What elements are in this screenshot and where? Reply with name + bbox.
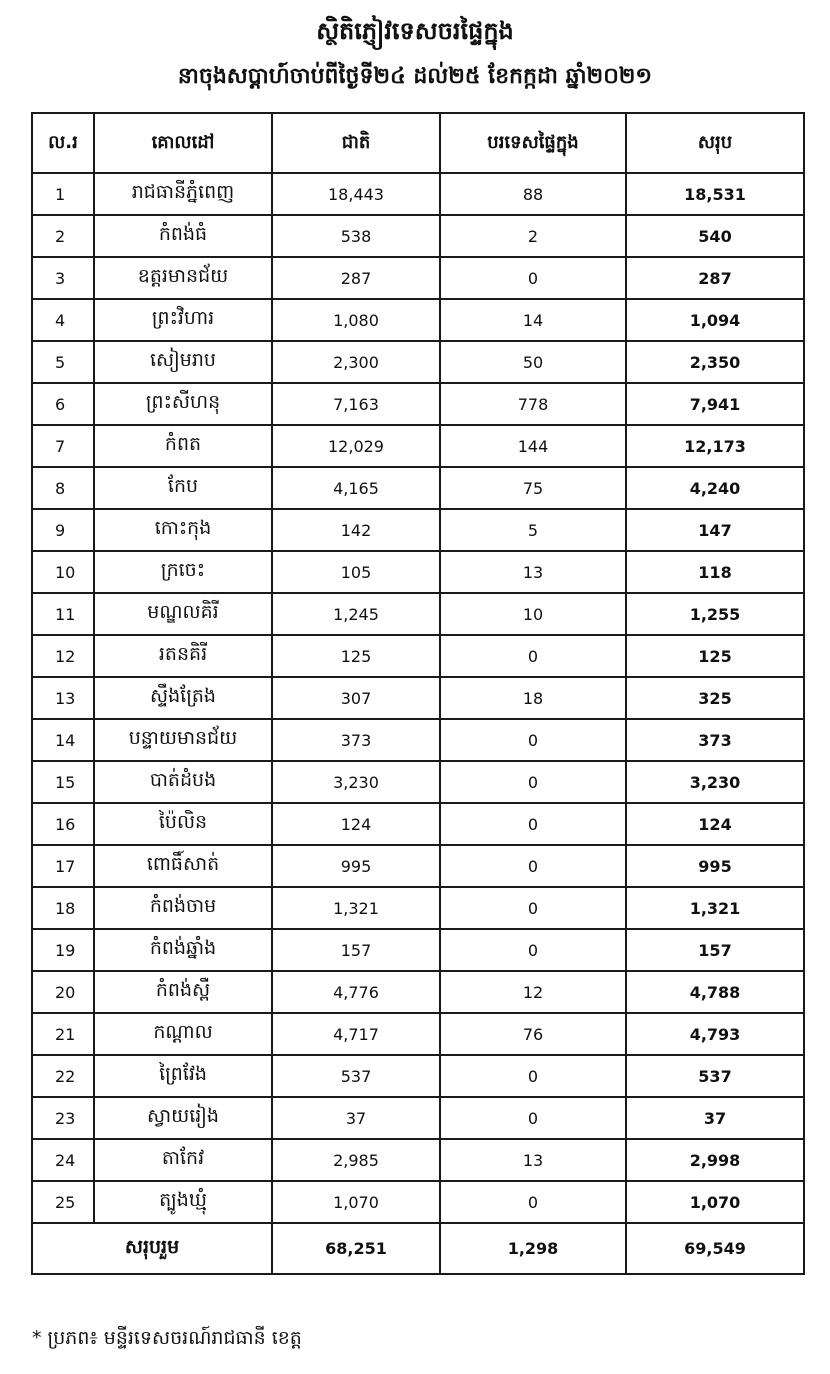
cell-foreign-resident: 88: [440, 173, 626, 215]
cell-total: 125: [626, 635, 804, 677]
table-row: [32, 509, 804, 551]
cell-total: 1,070: [626, 1181, 804, 1223]
header-destination: គោលដៅ: [94, 113, 272, 173]
cell-destination: ប៉ៃលិន: [94, 803, 272, 845]
cell-foreign-resident: 12: [440, 971, 626, 1013]
cell-foreign-resident: 18: [440, 677, 626, 719]
table-row: [32, 1181, 804, 1223]
header-total: សរុប: [626, 113, 804, 173]
cell-number: 21: [32, 1013, 94, 1055]
cell-destination: កំពង់ស្ពឺ: [94, 971, 272, 1013]
cell-number: 15: [32, 761, 94, 803]
cell-foreign-resident: 0: [440, 1055, 626, 1097]
cell-total: 157: [626, 929, 804, 971]
cell-foreign-resident: 0: [440, 929, 626, 971]
cell-destination: បន្ទាយមានជ័យ: [94, 719, 272, 761]
cell-national: 2,985: [272, 1139, 440, 1181]
cell-total: 7,941: [626, 383, 804, 425]
cell-number: 14: [32, 719, 94, 761]
table-row: [32, 299, 804, 341]
cell-national: 373: [272, 719, 440, 761]
cell-foreign-resident: 10: [440, 593, 626, 635]
cell-destination: រតនគិរី: [94, 635, 272, 677]
cell-national: 124: [272, 803, 440, 845]
cell-number: 12: [32, 635, 94, 677]
header-row: [32, 113, 804, 173]
cell-foreign-resident: 13: [440, 551, 626, 593]
cell-total: 995: [626, 845, 804, 887]
cell-number: 9: [32, 509, 94, 551]
cell-total: 325: [626, 677, 804, 719]
cell-total: 12,173: [626, 425, 804, 467]
cell-number: 5: [32, 341, 94, 383]
cell-number: 2: [32, 215, 94, 257]
cell-national: 287: [272, 257, 440, 299]
cell-national: 538: [272, 215, 440, 257]
cell-national: 4,165: [272, 467, 440, 509]
cell-number: 16: [32, 803, 94, 845]
cell-destination: កំពង់ចាម: [94, 887, 272, 929]
cell-national: 125: [272, 635, 440, 677]
cell-foreign-resident: 0: [440, 761, 626, 803]
cell-number: 3: [32, 257, 94, 299]
table-row: [32, 887, 804, 929]
table-row: [32, 383, 804, 425]
cell-foreign-resident: 0: [440, 803, 626, 845]
table-row: [32, 1013, 804, 1055]
cell-number: 7: [32, 425, 94, 467]
cell-foreign-resident: 144: [440, 425, 626, 467]
header-number: ល.រ: [32, 113, 94, 173]
cell-total: 4,240: [626, 467, 804, 509]
cell-destination: កំពង់ធំ: [94, 215, 272, 257]
cell-destination: ក្រចេះ: [94, 551, 272, 593]
cell-total: 287: [626, 257, 804, 299]
cell-destination: ព្រះសីហនុ: [94, 383, 272, 425]
table-row: [32, 971, 804, 1013]
cell-foreign-resident: 50: [440, 341, 626, 383]
grand-total-national: 68,251: [272, 1223, 440, 1274]
page-title: ស្ថិតិភ្ញៀវទេសចរផ្ទៃក្នុង: [316, 17, 514, 45]
cell-foreign-resident: 0: [440, 1181, 626, 1223]
cell-total: 3,230: [626, 761, 804, 803]
cell-total: 4,788: [626, 971, 804, 1013]
cell-foreign-resident: 0: [440, 845, 626, 887]
table-row: [32, 257, 804, 299]
cell-national: 995: [272, 845, 440, 887]
table-row: [32, 761, 804, 803]
table-row: [32, 467, 804, 509]
cell-total: 37: [626, 1097, 804, 1139]
grand-total-label: សរុបរួម: [32, 1223, 272, 1274]
cell-total: 118: [626, 551, 804, 593]
cell-national: 2,300: [272, 341, 440, 383]
cell-national: 7,163: [272, 383, 440, 425]
cell-total: 124: [626, 803, 804, 845]
table-row: [32, 803, 804, 845]
cell-foreign-resident: 0: [440, 1097, 626, 1139]
cell-national: 537: [272, 1055, 440, 1097]
cell-national: 4,776: [272, 971, 440, 1013]
cell-destination: ព្រះវិហារ: [94, 299, 272, 341]
table-row: [32, 719, 804, 761]
cell-national: 307: [272, 677, 440, 719]
cell-national: 18,443: [272, 173, 440, 215]
table-row: [32, 1097, 804, 1139]
cell-total: 540: [626, 215, 804, 257]
cell-foreign-resident: 5: [440, 509, 626, 551]
cell-number: 4: [32, 299, 94, 341]
table-row: [32, 1139, 804, 1181]
cell-national: 142: [272, 509, 440, 551]
table-row: [32, 635, 804, 677]
cell-national: 105: [272, 551, 440, 593]
table-row: [32, 173, 804, 215]
cell-national: 1,321: [272, 887, 440, 929]
grand-total-sum: 69,549: [626, 1223, 804, 1274]
cell-foreign-resident: 75: [440, 467, 626, 509]
cell-destination: កំពង់ឆ្នាំង: [94, 929, 272, 971]
cell-total: 2,350: [626, 341, 804, 383]
cell-number: 19: [32, 929, 94, 971]
cell-total: 1,255: [626, 593, 804, 635]
cell-total: 1,094: [626, 299, 804, 341]
cell-foreign-resident: 0: [440, 257, 626, 299]
cell-destination: កណ្តាល: [94, 1013, 272, 1055]
cell-national: 1,070: [272, 1181, 440, 1223]
table-row: [32, 215, 804, 257]
cell-destination: ស្វាយរៀង: [94, 1097, 272, 1139]
table-row: [32, 1055, 804, 1097]
cell-national: 4,717: [272, 1013, 440, 1055]
cell-number: 20: [32, 971, 94, 1013]
page-subtitle: នាចុងសប្តាហ៍ចាប់ពីថ្ងៃទី២៤ ដល់២៥ ខែកក្កដា ឆ្នាំ២០២១: [177, 64, 653, 89]
cell-destination: ពោធិ៍សាត់: [94, 845, 272, 887]
cell-total: 373: [626, 719, 804, 761]
cell-total: 4,793: [626, 1013, 804, 1055]
cell-number: 17: [32, 845, 94, 887]
cell-destination: បាត់ដំបង: [94, 761, 272, 803]
cell-national: 157: [272, 929, 440, 971]
cell-foreign-resident: 2: [440, 215, 626, 257]
cell-national: 1,245: [272, 593, 440, 635]
cell-destination: កែប: [94, 467, 272, 509]
cell-national: 37: [272, 1097, 440, 1139]
cell-foreign-resident: 76: [440, 1013, 626, 1055]
cell-national: 1,080: [272, 299, 440, 341]
cell-number: 13: [32, 677, 94, 719]
cell-destination: សៀមរាប: [94, 341, 272, 383]
cell-total: 147: [626, 509, 804, 551]
cell-number: 1: [32, 173, 94, 215]
table-row: [32, 677, 804, 719]
header-foreign-resident: បរទេសផ្ទៃក្នុង: [440, 113, 626, 173]
cell-total: 537: [626, 1055, 804, 1097]
table-row: [32, 551, 804, 593]
cell-number: 8: [32, 467, 94, 509]
table-row: [32, 425, 804, 467]
table-row: [32, 341, 804, 383]
cell-number: 23: [32, 1097, 94, 1139]
table-row: [32, 929, 804, 971]
cell-foreign-resident: 0: [440, 635, 626, 677]
cell-total: 18,531: [626, 173, 804, 215]
cell-destination: ឧត្តរមានជ័យ: [94, 257, 272, 299]
table-row: [32, 593, 804, 635]
statistics-table: [31, 112, 805, 1275]
cell-destination: តាកែវ: [94, 1139, 272, 1181]
cell-foreign-resident: 13: [440, 1139, 626, 1181]
cell-number: 24: [32, 1139, 94, 1181]
grand-total-foreign: 1,298: [440, 1223, 626, 1274]
cell-foreign-resident: 0: [440, 719, 626, 761]
cell-number: 18: [32, 887, 94, 929]
grand-total-row: [32, 1223, 804, 1274]
cell-number: 11: [32, 593, 94, 635]
table-body: [32, 173, 804, 1223]
cell-total: 2,998: [626, 1139, 804, 1181]
cell-national: 12,029: [272, 425, 440, 467]
cell-destination: កំពត: [94, 425, 272, 467]
cell-number: 6: [32, 383, 94, 425]
cell-foreign-resident: 14: [440, 299, 626, 341]
cell-total: 1,321: [626, 887, 804, 929]
cell-foreign-resident: 0: [440, 887, 626, 929]
cell-destination: ស្ទឹងត្រែង: [94, 677, 272, 719]
source-note: * ប្រភព៖ មន្ទីរទេសចរណ៍រាជធានី ខេត្ត: [32, 1327, 302, 1349]
cell-destination: មណ្ឌលគិរី: [94, 593, 272, 635]
cell-number: 22: [32, 1055, 94, 1097]
header-national: ជាតិ: [272, 113, 440, 173]
cell-destination: ព្រៃវែង: [94, 1055, 272, 1097]
cell-destination: រាជធានីភ្នំពេញ: [94, 173, 272, 215]
cell-foreign-resident: 778: [440, 383, 626, 425]
cell-destination: ត្បូងឃ្មុំ: [94, 1181, 272, 1223]
table-row: [32, 845, 804, 887]
cell-number: 25: [32, 1181, 94, 1223]
cell-national: 3,230: [272, 761, 440, 803]
cell-destination: កោះកុង: [94, 509, 272, 551]
cell-number: 10: [32, 551, 94, 593]
